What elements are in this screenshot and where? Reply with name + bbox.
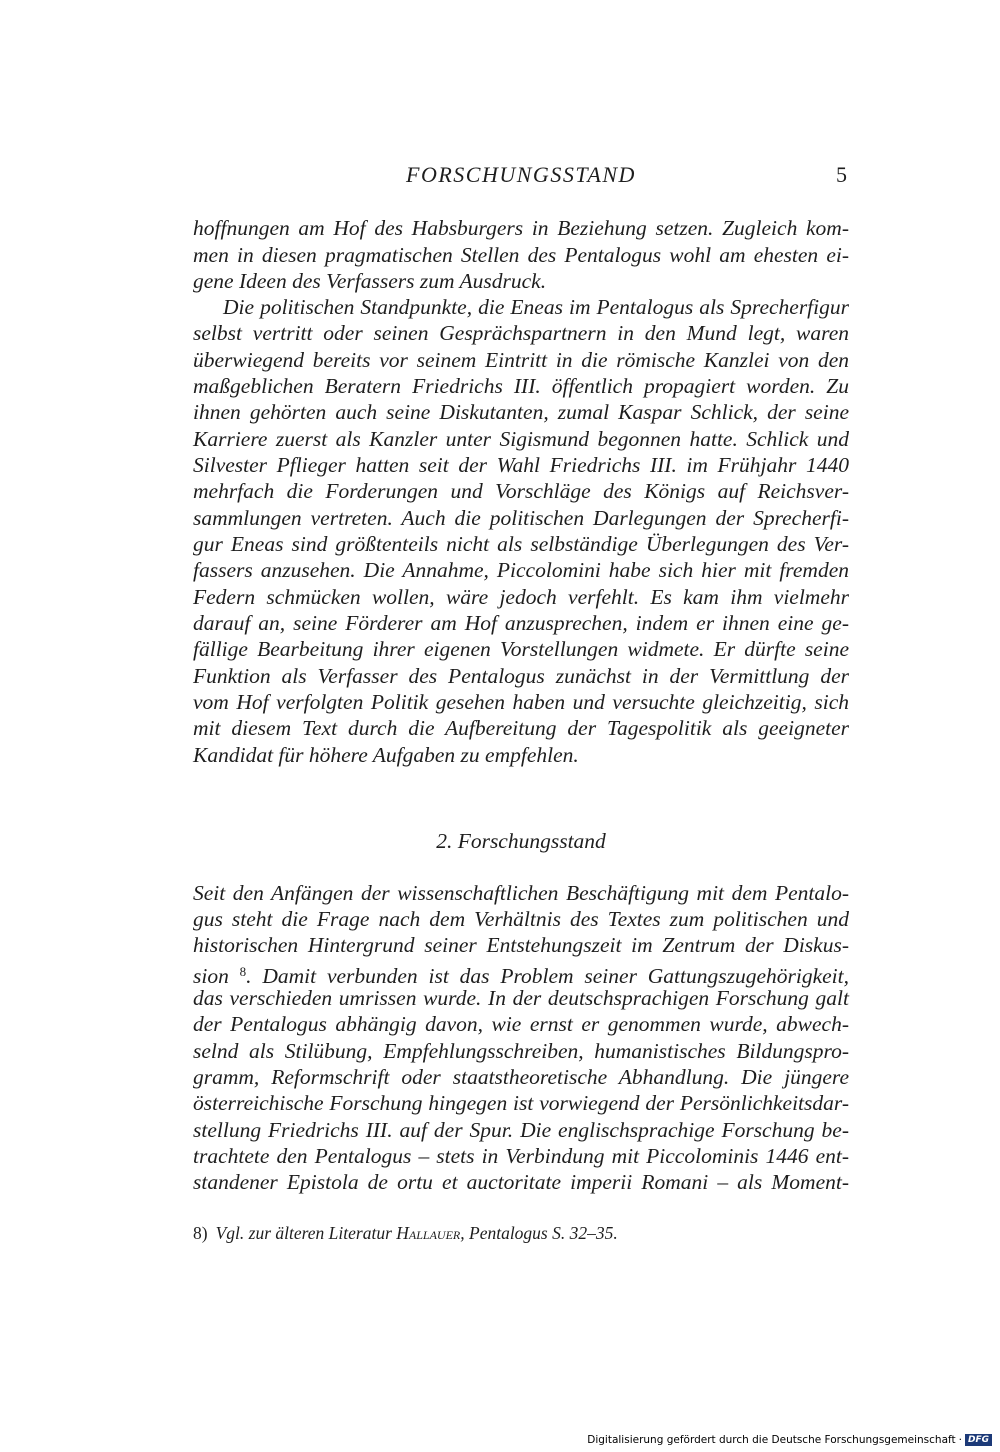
text-line: trachtete den Pentalogus – stets in Verbindung mit Piccolominis 1446 ent-: [193, 1144, 849, 1168]
text-line: gramm, Reformschrift oder staatstheoretische Abhandlung. Die jüngere: [193, 1065, 849, 1089]
text-line: überwiegend bereits vor seinem Eintritt in die römische Kanzlei von den: [193, 348, 849, 372]
section-heading: 2. Forschungsstand: [436, 829, 606, 853]
text-line: ihnen gehörten auch seine Diskutanten, zumal Kaspar Schlick, der seine: [193, 400, 849, 424]
text-line: mit diesem Text durch die Aufbereitung der Tagespolitik als geeigneter: [193, 716, 849, 740]
text-line: fassers anzusehen. Die Annahme, Piccolomini habe sich hier mit fremden: [193, 558, 849, 582]
text-line: Funktion als Verfasser des Pentalogus zunächst in der Vermittlung der: [193, 664, 849, 688]
text-line: maßgeblichen Beratern Friedrichs III. öffentlich propagiert worden. Zu: [193, 374, 849, 398]
text-line: standener Epistola de ortu et auctoritate imperii Romani – als Moment-: [193, 1170, 849, 1194]
text-line: österreichische Forschung hingegen ist vorwiegend der Persönlichkeitsdar-: [193, 1091, 849, 1115]
text-line: [193, 959, 849, 988]
text-line: der Pentalogus abhängig davon, wie ernst er genommen wurde, abwech-: [193, 1012, 849, 1036]
footnote-text-after: , Pentalogus S. 32–35.: [460, 1223, 618, 1243]
footnote-author: Hallauer: [396, 1223, 461, 1243]
text-line: das verschieden umrissen wurde. In der deutschsprachigen Forschung galt: [193, 986, 849, 1010]
text-line: Die politischen Standpunkte, die Eneas im Pentalogus als Sprecherfigur: [223, 295, 849, 319]
text-line: men in diesen pragmatischen Stellen des Pentalogus wohl am ehesten ei-: [193, 243, 849, 267]
footnote: [193, 1222, 849, 1244]
text-line: Seit den Anfängen der wissenschaftlichen Beschäftigung mit dem Pentalo-: [193, 881, 849, 905]
footnote-reference[interactable]: 8: [239, 964, 247, 979]
footnote-number: 8): [193, 1223, 208, 1243]
text-line: Kandidat für höhere Aufgaben zu empfehlen.: [193, 743, 579, 767]
text-line: Federn schmücken wollen, wäre jedoch verfehlt. Es kam ihm vielmehr: [193, 585, 849, 609]
dfg-logo: DFG: [965, 1434, 992, 1446]
text-line: gus steht die Frage nach dem Verhältnis des Textes zum politischen und: [193, 907, 849, 931]
text-line: vom Hof verfolgten Politik gesehen haben und versuchte gleichzeitig, sich: [193, 690, 849, 714]
text-line: Silvester Pflieger hatten seit der Wahl Friedrichs III. im Frühjahr 1440: [193, 453, 849, 477]
text-line: gene Ideen des Verfassers zum Ausdruck.: [193, 269, 547, 293]
text-line: hoffnungen am Hof des Habsburgers in Beziehung setzen. Zugleich kom-: [193, 216, 849, 240]
text-fragment: sion: [193, 964, 229, 988]
footer-text: Digitalisierung gefördert durch die Deutsche Forschungsgemeinschaft: [587, 1434, 956, 1446]
text-fragment: . Damit verbunden ist das Problem seiner Gattungszugehörigkeit,: [246, 964, 849, 988]
text-line: gur Eneas sind größtenteils nicht als selbständige Überlegungen des Ver-: [193, 532, 849, 556]
text-line: stellung Friedrichs III. auf der Spur. Die englischsprachige Forschung be-: [193, 1118, 849, 1142]
text-line: fällige Bearbeitung ihrer eigenen Vorstellungen widmete. Er dürfte seine: [193, 637, 849, 661]
text-line: mehrfach die Forderungen und Vorschläge des Königs auf Reichsver-: [193, 479, 849, 503]
page-number: 5: [836, 162, 847, 187]
page-header: [193, 162, 849, 192]
footnote-text-before: Vgl. zur älteren Literatur: [215, 1223, 397, 1243]
digitization-footer: [587, 1434, 992, 1446]
text-line: selnd als Stilübung, Empfehlungsschreiben, humanistisches Bildungspro-: [193, 1039, 849, 1063]
text-line: darauf an, seine Förderer am Hof anzusprechen, indem er ihnen eine ge-: [193, 611, 849, 635]
footnote-text: [216, 1223, 618, 1243]
text-line: sammlungen vertreten. Auch die politischen Darlegungen der Sprecherfi-: [193, 506, 849, 530]
running-title: FORSCHUNGSSTAND: [406, 162, 636, 187]
text-line: Karriere zuerst als Kanzler unter Sigismund begonnen hatte. Schlick und: [193, 427, 849, 451]
text-line: historischen Hintergrund seiner Entstehungszeit im Zentrum der Diskus-: [193, 933, 849, 957]
footer-separator: ·: [958, 1434, 962, 1446]
text-line: selbst vertritt oder seinen Gesprächspartnern in den Mund legt, waren: [193, 321, 849, 345]
